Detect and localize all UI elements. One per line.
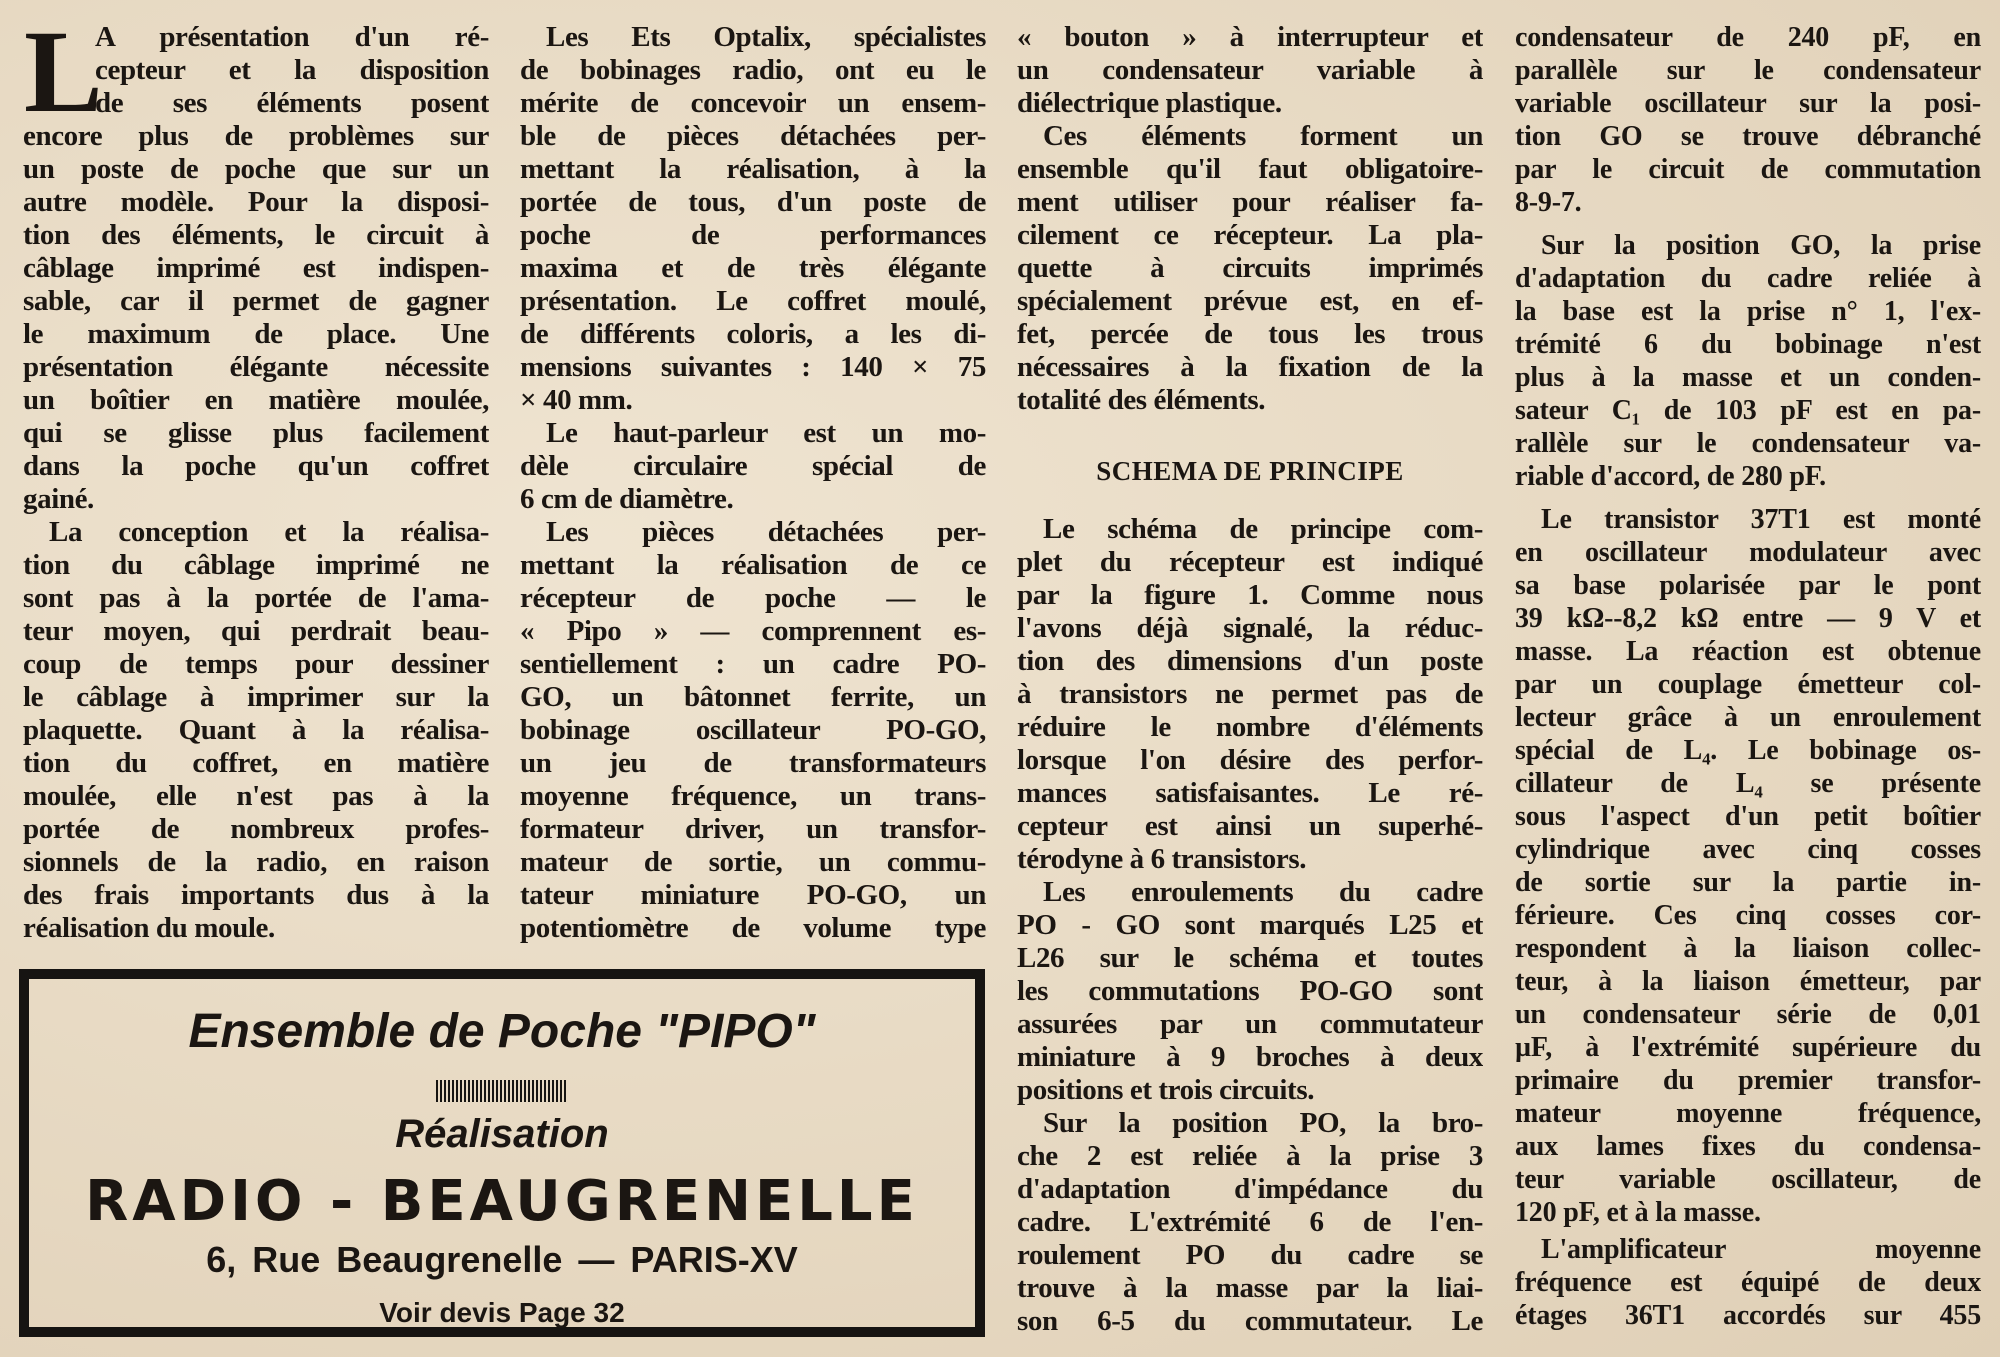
text-line: cilement ce récepteur. La pla- [1017, 219, 1483, 251]
paragraph [1017, 1107, 1483, 1338]
text-line: d'adaptation du cadre reliée à [1515, 263, 1981, 294]
text-line: spécial de L₄. Le bobinage os- [1515, 735, 1981, 766]
drop-cap: L [24, 6, 103, 137]
paragraph [520, 516, 986, 945]
paragraph [1017, 513, 1483, 876]
text-line: positions et trois circuits. [1017, 1074, 1315, 1106]
text-line: sable, car il permet de gagner [23, 285, 489, 317]
text-line: sous l'aspect d'un petit boîtier [1515, 801, 1981, 832]
text-line: roulement PO du cadre se [1017, 1239, 1483, 1271]
text-line: mateur de sortie, un commu- [520, 846, 986, 878]
text-line: térodyne à 6 transistors. [1017, 843, 1307, 875]
paragraph [23, 6, 489, 516]
text-line: autre modèle. Pour la disposi- [23, 186, 489, 218]
text-line: quette à circuits imprimés [1017, 252, 1483, 284]
text-line: moyenne fréquence, un trans- [520, 780, 986, 812]
text-line: teur moyen, qui perdrait beau- [23, 615, 489, 647]
text-line: sateur C₁ de 103 pF est en pa- [1515, 395, 1981, 426]
text-line: gainé. [23, 483, 94, 515]
text-line: Les Ets Optalix, spécialistes [546, 21, 986, 53]
text-line: che 2 est reliée à la prise 3 [1017, 1140, 1483, 1172]
text-line: par un couplage émetteur col- [1515, 669, 1981, 700]
text-line: potentiomètre de volume type [520, 912, 986, 944]
text-line: ble de pièces détachées per- [520, 120, 986, 152]
text-line: mateur moyenne fréquence, [1515, 1098, 1981, 1129]
text-line: 39 kΩ--8,2 kΩ entre — 9 V et [1515, 603, 1981, 634]
text-line: aux lames fixes du condensa- [1515, 1131, 1981, 1162]
text-line: le maximum de place. Une [23, 318, 489, 350]
text-line: 6 cm de diamètre. [520, 483, 734, 515]
text-line: présentation élégante nécessite [23, 351, 489, 383]
ad-address: 6, Rue Beaugrenelle — PARIS-XV [206, 1239, 798, 1280]
text-line: « bouton » à interrupteur et [1017, 21, 1483, 53]
text-line: formateur driver, un transfor- [520, 813, 986, 845]
text-line: par le circuit de commutation [1515, 154, 1981, 185]
ad-company-name: RADIO - BEAUGRENELLE [85, 1169, 919, 1234]
text-line: un poste de poche que sur un [23, 153, 489, 185]
text-line: trémité 6 du bobinage n'est [1515, 329, 1981, 360]
text-line: masse. La réaction est obtenue [1515, 636, 1981, 667]
text-line: tion du coffret, en matière [23, 747, 489, 779]
text-line: sentiellement : un cadre PO- [520, 648, 986, 680]
text-line: mettant la réalisation, à la [520, 153, 986, 185]
text-line: la base est la prise n° 1, l'ex- [1515, 296, 1981, 327]
text-line: poche de performances [520, 219, 986, 251]
text-line: rallèle sur le condensateur va- [1515, 428, 1981, 459]
text-line: A présentation d'un ré- [95, 21, 489, 53]
text-line: présentation. Le coffret moulé, [520, 285, 986, 317]
text-line: 120 pF, et à la masse. [1515, 1197, 1761, 1228]
text-line: plus à la masse et un conden- [1515, 362, 1981, 393]
text-line: Sur la position PO, la bro- [1043, 1107, 1483, 1139]
text-line: Sur la position GO, la prise [1541, 230, 1981, 261]
text-line: teur, à la liaison émetteur, par [1515, 966, 1981, 997]
text-line: spécialement prévue est, en ef- [1017, 285, 1483, 317]
text-line: maxima et de très élégante [520, 252, 986, 284]
text-line: tion des éléments, le circuit à [23, 219, 489, 251]
text-line: dans la poche qu'un coffret [23, 450, 489, 482]
paragraph [23, 516, 489, 945]
text-line: mettant la réalisation de ce [520, 549, 986, 581]
text-line: tion GO se trouve débranché [1515, 121, 1981, 152]
text-line: Le haut-parleur est un mo- [546, 417, 986, 449]
text-line: portée de tous, d'un poste de [520, 186, 986, 218]
text-line: qui se glisse plus facilement [23, 417, 489, 449]
text-line: des frais importants dus à la [23, 879, 489, 911]
text-line: ment utiliser pour réaliser fa- [1017, 186, 1483, 218]
text-line: réalisation du moule. [23, 912, 275, 944]
text-line: étages 36T1 accordés sur 455 [1515, 1300, 1981, 1331]
text-line: encore plus de problèmes sur [23, 120, 489, 152]
text-line: récepteur de poche — le [520, 582, 986, 614]
text-line: fréquence est équipé de deux [1515, 1267, 1981, 1298]
text-line: de bobinages radio, ont eu le [520, 54, 986, 86]
section-heading: SCHEMA DE PRINCIPE [1096, 456, 1404, 486]
text-line: GO, un bâtonnet ferrite, un [520, 681, 986, 713]
text-line: son 6-5 du commutateur. Le [1017, 1305, 1483, 1337]
text-line: en oscillateur modulateur avec [1515, 537, 1981, 568]
text-line: cylindrique avec cinq cosses [1515, 834, 1981, 865]
text-line: câblage imprimé est indispen- [23, 252, 489, 284]
text-line: mérite de concevoir un ensem- [520, 87, 986, 119]
text-line: portée de nombreux profes- [23, 813, 489, 845]
ad-note: Voir devis Page 32 [379, 1297, 625, 1328]
text-line: bobinage oscillateur PO-GO, [520, 714, 986, 746]
text-line: respondent à la liaison collec- [1515, 933, 1981, 964]
text-line: dèle circulaire spécial de [520, 450, 986, 482]
text-line: fet, percée de tous les trous [1017, 318, 1483, 350]
text-line: sont pas à la portée de l'ama- [23, 582, 489, 614]
text-line: mensions suivantes : 140 × 75 [520, 351, 986, 383]
text-line: férieure. Ces cinq cosses cor- [1515, 900, 1981, 931]
paragraph [1515, 229, 1981, 493]
paragraph [1017, 21, 1483, 120]
text-line: cepteur est ainsi un superhé- [1017, 810, 1483, 842]
text-line: sionnels de la radio, en raison [23, 846, 489, 878]
paragraph [1515, 21, 1981, 219]
advertisement-box [19, 969, 985, 1337]
text-line: lorsque l'on désire des perfor- [1017, 744, 1483, 776]
text-line: nécessaires à la fixation de la [1017, 351, 1483, 383]
text-line: à transistors ne permet pas de [1017, 678, 1483, 710]
text-line: × 40 mm. [520, 384, 633, 416]
text-line: un boîtier en matière moulée, [23, 384, 489, 416]
text-line: PO - GO sont marqués L25 et [1017, 909, 1483, 941]
text-line: cepteur et la disposition [95, 54, 489, 86]
text-line: diélectrique plastique. [1017, 87, 1282, 119]
text-line: mances satisfaisantes. Le ré- [1017, 777, 1483, 809]
text-line: coup de temps pour dessiner [23, 648, 489, 680]
text-line: Le schéma de principe com- [1043, 513, 1483, 545]
text-line: l'avons déjà signalé, la réduc- [1017, 612, 1483, 644]
text-line: de différents coloris, a les di- [520, 318, 986, 350]
text-line: Les enroulements du cadre [1043, 876, 1483, 908]
text-line: L26 sur le schéma et toutes [1017, 942, 1483, 974]
paragraph [1017, 120, 1483, 417]
text-line: cadre. L'extrémité 6 de l'en- [1017, 1206, 1483, 1238]
text-line: le câblage à imprimer sur la [23, 681, 489, 713]
text-line: les commutations PO-GO sont [1017, 975, 1483, 1007]
text-line: un jeu de transformateurs [520, 747, 986, 779]
text-line: « Pipo » — comprennent es- [520, 615, 986, 647]
text-line: totalité des éléments. [1017, 384, 1266, 416]
text-line: tion du câblage imprimé ne [23, 549, 489, 581]
text-line: Les pièces détachées per- [546, 516, 986, 548]
text-line: miniature à 9 broches à deux [1017, 1041, 1483, 1073]
ad-title: Ensemble de Poche "PIPO" [188, 1005, 816, 1058]
paragraph [1515, 1233, 1981, 1332]
text-line: un condensateur série de 0,01 [1515, 999, 1981, 1030]
text-line: primaire du premier transfor- [1515, 1065, 1981, 1096]
text-line: Le transistor 37T1 est monté [1541, 504, 1981, 535]
text-line: assurées par un commutateur [1017, 1008, 1483, 1040]
text-line: plet du récepteur est indiqué [1017, 546, 1483, 578]
text-line: un condensateur variable à [1017, 54, 1483, 86]
text-line: cillateur de L₄ se présente [1515, 768, 1981, 799]
text-line: condensateur de 240 pF, en [1515, 22, 1981, 53]
text-line: sa base polarisée par le pont [1515, 570, 1981, 601]
paragraph [1515, 503, 1981, 1229]
text-line: parallèle sur le condensateur [1515, 55, 1981, 86]
text-line: moulée, elle n'est pas à la [23, 780, 489, 812]
text-line: plaquette. Quant à la réalisa- [23, 714, 489, 746]
text-line: Ces éléments forment un [1043, 120, 1483, 152]
text-line: tion des dimensions d'un poste [1017, 645, 1483, 677]
text-line: tateur miniature PO-GO, un [520, 879, 986, 911]
text-line: de sortie sur la partie in- [1515, 867, 1981, 898]
text-line: lecteur grâce à un enroulement [1515, 702, 1981, 733]
text-line: µF, à l'extrémité supérieure du [1515, 1032, 1981, 1063]
text-line: de ses éléments posent [95, 87, 489, 119]
text-line: riable d'accord, de 280 pF. [1515, 461, 1826, 492]
text-line: L'amplificateur moyenne [1541, 1234, 1981, 1265]
text-line: d'adaptation d'impédance du [1017, 1173, 1483, 1205]
text-line: réduire le nombre d'éléments [1017, 711, 1483, 743]
text-line: 8-9-7. [1515, 187, 1582, 218]
paragraph [520, 417, 986, 516]
text-line: par la figure 1. Comme nous [1017, 579, 1483, 611]
text-line: variable oscillateur sur la posi- [1515, 88, 1981, 119]
paragraph [520, 21, 986, 417]
ad-decorative-bars [436, 1080, 568, 1102]
ad-subtitle: Réalisation [395, 1112, 609, 1156]
text-line: trouve à la masse par la liai- [1017, 1272, 1483, 1304]
text-line: ensemble qu'il faut obligatoire- [1017, 153, 1483, 185]
text-line: teur variable oscillateur, de [1515, 1164, 1981, 1195]
text-line: La conception et la réalisa- [49, 516, 489, 548]
paragraph [1017, 876, 1483, 1107]
